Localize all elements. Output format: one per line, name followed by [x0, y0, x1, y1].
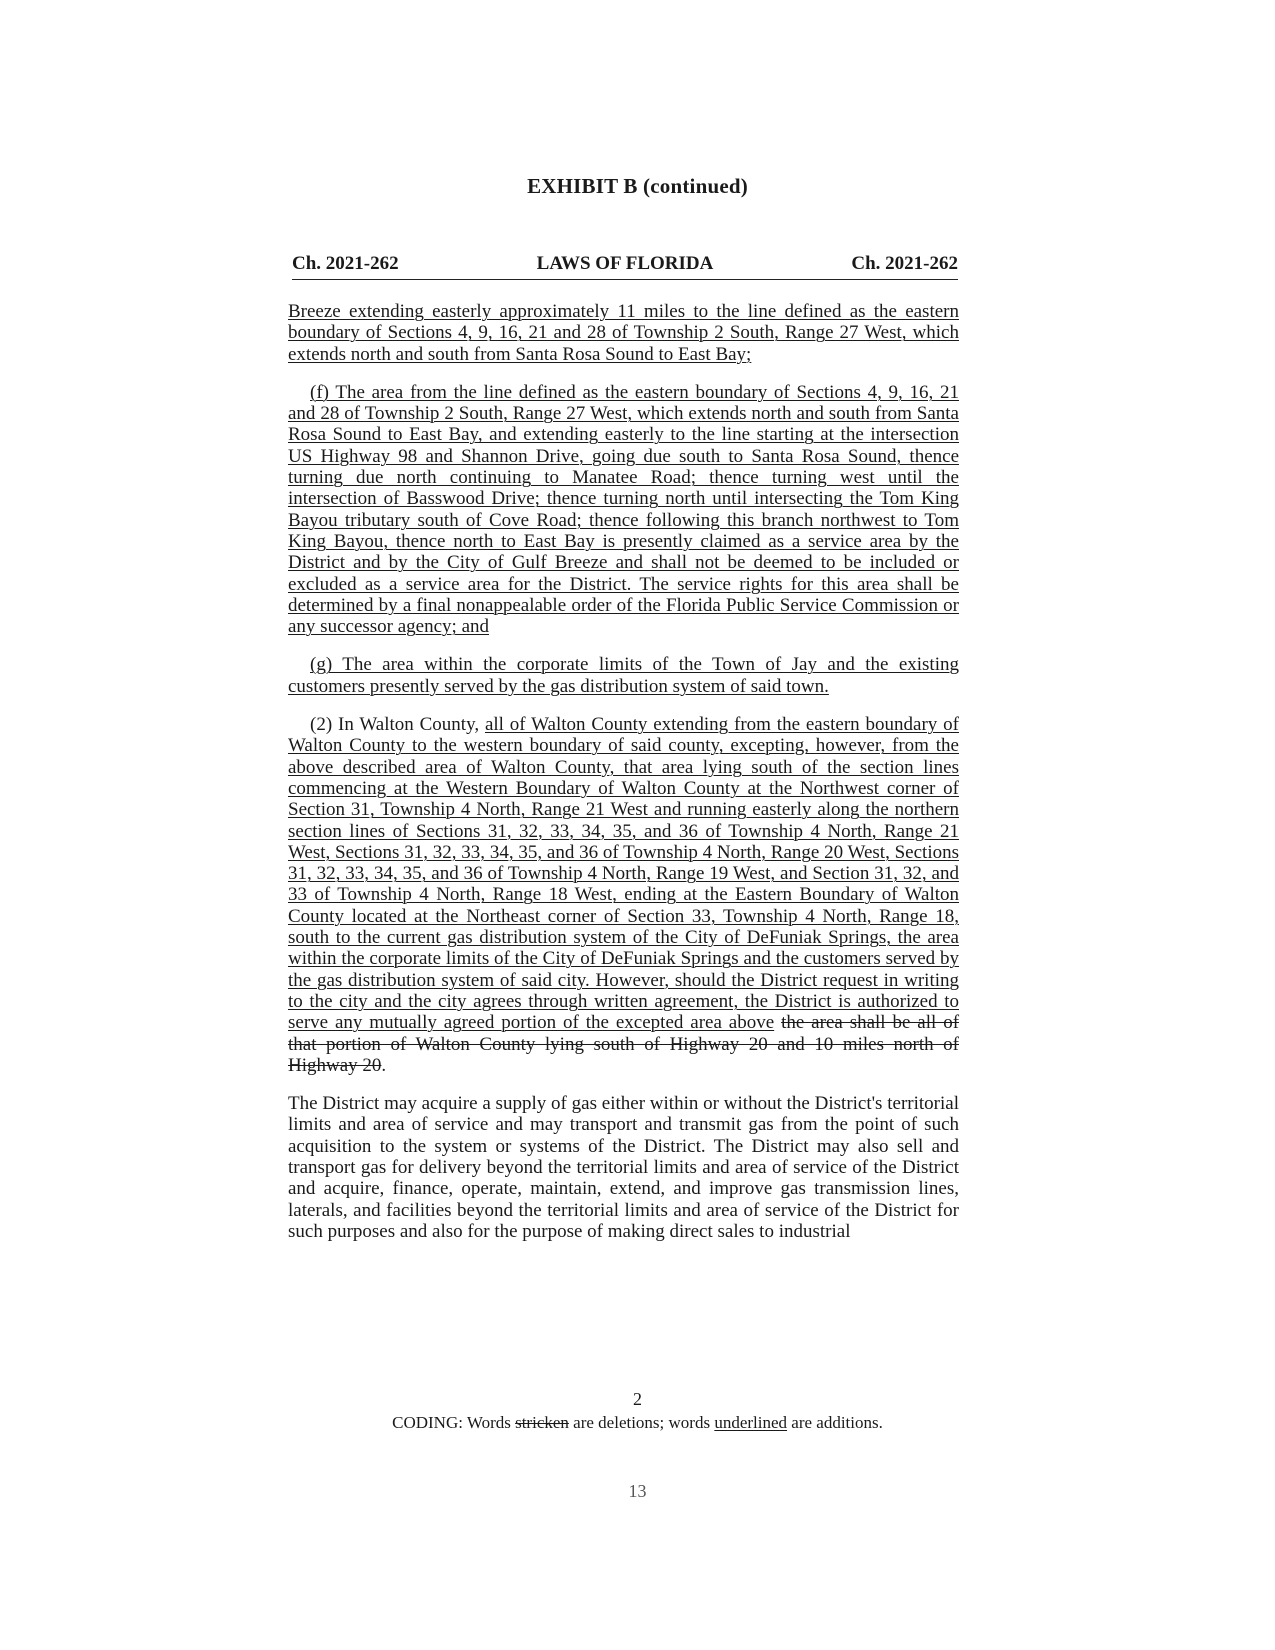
- added-text: (g) The area within the corporate limits of the Town of Jay and the existing customers presently served by the gas distribution system of said town.: [288, 654, 959, 697]
- coding-prefix: CODING: Words: [392, 1413, 516, 1432]
- header-chapter-left: Ch. 2021-262: [292, 253, 399, 274]
- coding-underlined-sample: underlined: [714, 1413, 788, 1432]
- coding-middle: are deletions; words: [568, 1413, 715, 1432]
- paragraph-f: [288, 382, 959, 638]
- paragraph-2: [288, 714, 959, 1076]
- paragraph-supply: [288, 1093, 959, 1242]
- header-chapter-right: Ch. 2021-262: [851, 253, 958, 274]
- page-header: [292, 253, 958, 280]
- coding-legend: [0, 1413, 1275, 1433]
- paragraph-continuation: [288, 301, 959, 365]
- coding-suffix: are additions.: [787, 1413, 883, 1432]
- page-number: 2: [633, 1389, 642, 1409]
- deleted-text: the area shall be all of that portion of Walton County lying south of Highway 20 and 10 miles north of Highway 20: [288, 1012, 960, 1076]
- plain-text: (2) In Walton County,: [310, 714, 485, 736]
- plain-text: .: [381, 1054, 387, 1076]
- exhibit-title: EXHIBIT B (continued): [527, 174, 748, 198]
- document-body: [288, 301, 959, 1242]
- header-title: LAWS OF FLORIDA: [536, 253, 714, 274]
- plain-text: The District may acquire a supply of gas either within or without the District's territorial limits and area of service and may transport and transmit gas from the point of such acquisition to the system or systems of the District. The District may also sell and transport gas for delivery beyond the territorial limits and area of service of the District and acquire, finance, operate, maintain, extend, and improve gas transmission lines, laterals, and facilities beyond the territorial limits and area of service of the District for such purposes and also for the purpose of making direct sales to industrial: [288, 1093, 959, 1242]
- paragraph-g: [288, 654, 959, 697]
- document-page-number: 13: [628, 1481, 647, 1501]
- coding-stricken-sample: stricken: [515, 1413, 569, 1432]
- added-text: (f) The area from the line defined as the eastern boundary of Sections 4, 9, 16, 21 and 28 of Township 2 South, Range 27 West, which extends north and south from Santa Rosa Sound to East Bay, and extending easterly to the line starting at the intersection US Highway 98 and Shannon Drive, going due south to Santa Rosa Sound, thence turning due north continuing to Manatee Road; thence turning west until the intersection of Basswood Drive; thence turning north until intersecting the Tom King Bayou tributary south of Cove Road; thence following this branch northwest to Tom King Bayou, thence north to East Bay is presently claimed as a service area by the District and by the City of Gulf Breeze and shall not be deemed to be included or excluded as a service area for the District. The service rights for this area shall be determined by a final nonappealable order of the Florida Public Service Commission or any successor agency; and: [288, 381, 959, 638]
- added-text: all of Walton County extending from the eastern boundary of Walton County to the western boundary of said county, excepting, however, from the above described area of Walton County, that area lying south of the section lines commencing at the Western Boundary of Walton County at the Northwest corner of Section 31, Township 4 North, Range 21 West and running easterly along the northern section lines of Sections 31, 32, 33, 34, 35, and 36 of Township 4 North, Range 21 West, Sections 31, 32, 33, 34, 35, and 36 of Township 4 North, Range 20 West, Sections 31, 32, 33, 34, 35, and 36 of Township 4 North, Range 19 West, and Section 31, 32, and 33 of Township 4 North, Range 18 West, ending at the Eastern Boundary of Walton County located at the Northeast corner of Section 33, Township 4 North, Range 18, south to the current gas distribution system of the City of DeFuniak Springs, the area within the corporate limits of the City of DeFuniak Springs and the customers served by the gas distribution system of said city. However, should the District request in writing to the city and the city agrees through written agreement, the District is authorized to serve any mutually agreed portion of the excepted area above: [288, 714, 959, 1034]
- added-text: Breeze extending easterly approximately 11 miles to the line defined as the eastern boundary of Sections 4, 9, 16, 21 and 28 of Township 2 South, Range 27 West, which extends north and south from Santa Rosa Sound to East Bay;: [288, 301, 959, 365]
